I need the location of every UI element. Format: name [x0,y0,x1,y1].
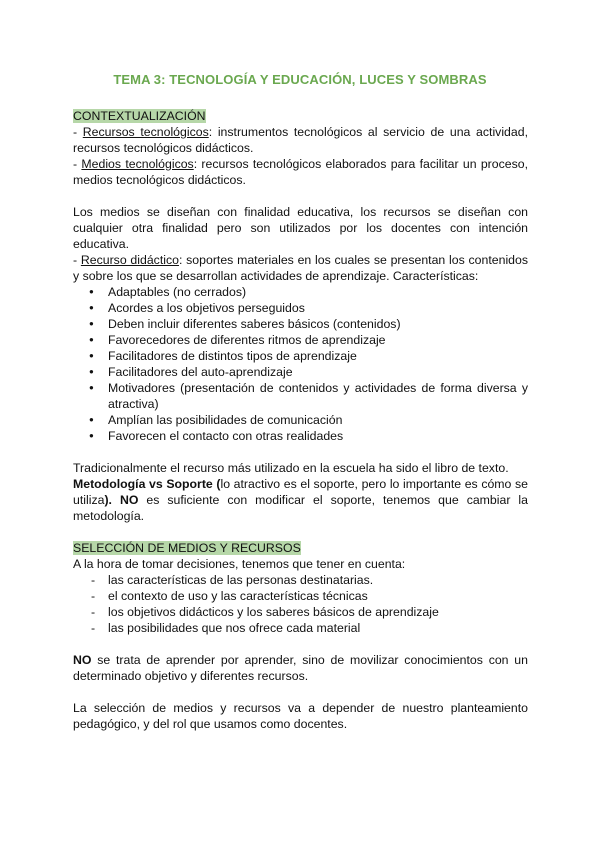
definition-text: : recursos tecnológicos elaborados para facilitar un proceso, medios tecnológicos didácticos. [73,157,528,187]
section-heading-contextualizacion: CONTEXTUALIZACIÓN [73,109,206,123]
list-item: - el contexto de uso y las características técnicas [108,588,528,604]
section-contextualizacion [73,108,528,188]
document-title: TEMA 3: TECNOLOGÍA Y EDUCACIÓN, LUCES Y SOMBRAS [113,72,487,87]
definition-recursos [73,124,528,156]
bold-text: Metodología vs Soporte ( [73,477,221,491]
definition-text: : instrumentos tecnológicos al servicio de una actividad, recursos tecnológicos didácticos. [73,125,528,155]
list-item: ● Favorecedores de diferentes ritmos de aprendizaje [108,332,528,348]
paragraph-medios-recursos: Los medios se diseñan con finalidad educativa, los recursos se diseñan con cualquier otra finalidad pero son utilizados por los docentes con intención educativa. [73,205,528,251]
list-item: - los objetivos didácticos y los saberes básicos de aprendizaje [108,604,528,620]
bold-text: NO [73,653,92,667]
list-item: ● Amplían las posibilidades de comunicación [108,412,528,428]
list-item: ● Deben incluir diferentes saberes básicos (contenidos) [108,316,528,332]
list-item: - las posibilidades que nos ofrece cada material [108,620,528,636]
term-recursos-tecnologicos: Recursos tecnológicos [82,125,209,139]
paragraph-no-aprender [73,652,528,684]
dash: - [73,125,83,139]
list-item: ● Adaptables (no cerrados) [108,284,528,300]
list-item: - las características de las personas destinatarias. [108,572,528,588]
section-heading-seleccion: SELECCIÓN DE MEDIOS Y RECURSOS [73,541,301,555]
dash: - [73,253,81,267]
recurso-didactico-block [73,252,528,444]
term-recurso-didactico: Recurso didáctico [80,253,179,267]
paragraph-seleccion-medios: La selección de medios y recursos va a depender de nuestro planteamiento pedagógico, y del rol que usamos como docentes. [73,701,528,731]
body-text: lo atractivo es el soporte, pero lo importante es cómo se utiliza [73,477,528,507]
selection-intro: A la hora de tomar decisiones, tenemos que tener en cuenta: [73,557,406,571]
list-item: ● Motivadores (presentación de contenidos y actividades de forma diversa y atractiva) [108,380,528,412]
list-item: ● Acordes a los objetivos perseguidos [108,300,528,316]
definition-text: : soportes materiales en los cuales se presentan los contenidos y sobre los que se desarrollan actividades de aprendizaje. Características: [73,253,529,283]
term-medios-tecnologicos: Medios tecnológicos [81,157,194,171]
definition-medios [73,156,528,188]
paragraph-metodologia [73,476,528,524]
criteria-list [73,572,528,636]
list-item: ● Facilitadores de distintos tipos de aprendizaje [108,348,528,364]
features-list [73,284,528,444]
list-item: ● Favorecen el contacto con otras realidades [108,428,528,444]
section-seleccion [73,540,528,636]
list-item: ● Facilitadores del auto-aprendizaje [108,364,528,380]
bold-text: ). NO [104,493,139,507]
dash: - [73,157,82,171]
body-text: se trata de aprender por aprender, sino de movilizar conocimientos con un determinado objetivo y diferentes recursos. [73,653,528,683]
definition-recurso-didactico [73,252,528,284]
body-text: es suficiente con modificar el soporte, tenemos que cambiar la metodología. [73,493,528,523]
paragraph-libro-texto: Tradicionalmente el recurso más utilizado en la escuela ha sido el libro de texto. [73,461,509,475]
